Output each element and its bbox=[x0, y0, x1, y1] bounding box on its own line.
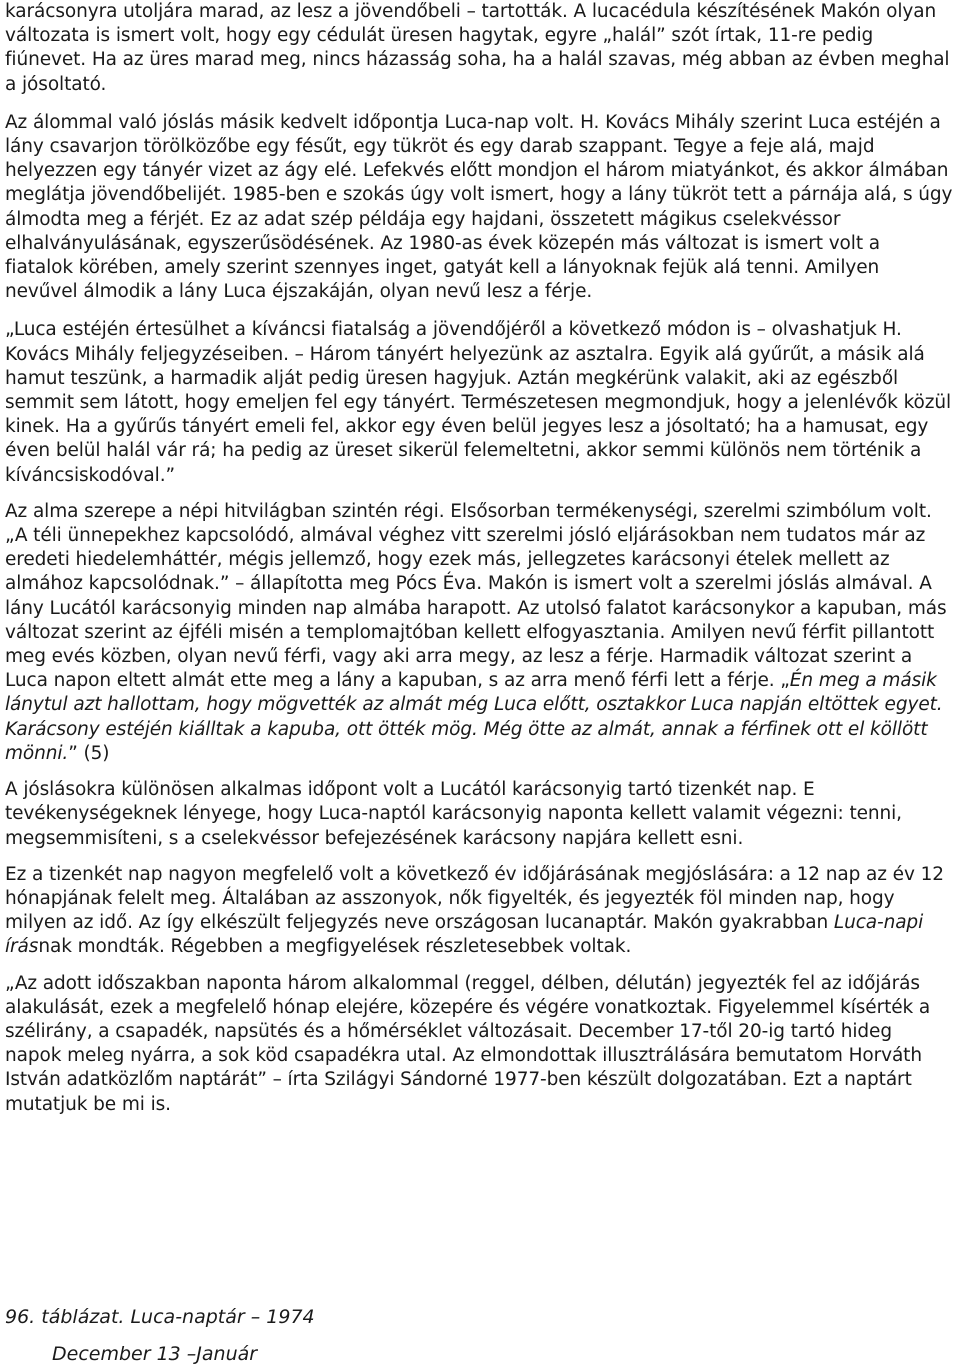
lucanaptar-text: Ez a tizenkét nap nagyon megfelelő volt a következő év időjárásának megjóslására: a 12 nap az év 12 hónapjának felelt meg. Általában az asszonyok, nők figyelték, és jegyezték föl minden nap, hogy milyen az idő. Az így elkészült feljegyzés neve országosan lucanaptár. Makón gyakrabban bbox=[5, 863, 944, 934]
paragraph-idojaras-feljegyzes: „Az adott időszakban naponta három alkalommal (reggel, délben, délután) jegyezték fel az időjárás alakulását, ezek a megfelelő hónap elejére, közepére és végére vonatkoztak. Figyelemmel kísérték a szélirány, a csapadék, napsütés és a hőmérséklet változásait. December 17-től 20-ig tartó hideg napok meleg nyárra, a sok köd csapadékra utal. Az elmondottak illusztrálására bemutatom Horváth István adatközlőm naptárát” – írta Szilágyi Sándorné 1977-ben készült dolgozatában. Ezt a naptárt mutatjuk be mi is. bbox=[5, 972, 931, 1115]
table-subcaption: December 13 –Január bbox=[52, 1343, 258, 1365]
paragraph-lucanaptar bbox=[5, 863, 953, 960]
alma-quote-italic: Én meg a másik lánytul azt hallottam, hogy mögvették az almát még Luca előtt, osztakkor Luca napján eltöttek egyet. Karácsony estéjén kiálltak a kapuba, ott ötték mög. Még ötte az almát, annak a férfinek ott el köllött mönni. bbox=[5, 670, 943, 764]
alma-quote-end: ” (5) bbox=[68, 742, 110, 764]
paragraph-tizenket-nap: A jóslásokra különösen alkalmas időpont volt a Lucától karácsonyig tartó tizenkét nap. E tevékenységeknek lényege, hogy Luca-naptól karácsonyig naponta kellett valamit végezni: tenni, megsemmisíteni, s a cselekvéssor befejezésének karácsony napjára kellett esni. bbox=[5, 779, 902, 849]
paragraph-alom-joslas: Az álommal való jóslás másik kedvelt időpontja Luca-nap volt. H. Kovács Mihály szerint Luca estéjén a lány csavarjon törölközőbe egy fésűt, egy tükröt és egy darab szappant. Tegye a feje alá, majd helyezzen egy tányér vizet az ágy elé. Lefekvés előtt mondjon el három miatyánkot, és akkor álmában meglátja jövendőbelijét. 1985-ben e szokás úgy volt ismert, hogy a lány tükröt tett a párnája alá, s úgy álmodta meg a férjét. Ez az adat szép példája egy hajdani, összetett mágikus cselekvéssor elhalványulásának, egyszerűsödésének. Az 1980-as évek közepén más változat is ismert volt a fiatalok körében, amely szerint szennyes inget, gatyát kell a lányoknak fejük alá tenni. Amilyen nevűvel álmodik a lány Luca éjszakáján, olyan nevű lesz a férje. bbox=[5, 111, 953, 303]
alma-text: Az alma szerepe a népi hitvilágban szintén régi. Elsősorban termékenységi, szerelmi szimbólum volt. „A téli ünnepekhez kapcsolódó, almával véghez vitt szerelmi jósló eljárásokban nem tudatos már az eredeti hiedelemháttér, mégis jellemző, hogy ezek más, jellegzetes karácsonyi ételek mellett az almához kapcsolódnak.” – állapította meg Pócs Éva. Makón is ismert volt a szerelmi jóslás almával. A lány Lucától karácsonyig minden nap almába harapott. Az utolsó falatot karácsonykor a kapuban, más változat szerint az éjféli misén a templomajtóban kellett elfogyasztania. Amilyen nevű férfit pillantott meg evés közben, olyan nevű férfi, vagy aki arra megy, az lesz a férje. Harmadik változat szerint a Luca napon eltett almát ette meg a lány a kapuban, s az arra menő férfi lett a férje. „ bbox=[5, 500, 947, 692]
paragraph-alma-szerepe bbox=[5, 500, 953, 766]
table-caption: 96. táblázat. Luca-naptár – 1974 bbox=[5, 1306, 315, 1328]
lucanaptar-text-end: nak mondták. Régebben a megfigyelések részletesebbek voltak. bbox=[38, 936, 632, 958]
paragraph-tanyer-joslas: „Luca estéjén értesülhet a kíváncsi fiatalság a jövendőjéről a következő módon is – olvashatjuk H. Kovács Mihály feljegyzéseiben. – Három tányért helyezünk az asztalra. Egyik alá gyűrűt, a másik alá hamut teszünk, a harmadik alját pedig üresen hagyjuk. Aztán megkérünk valakit, aki az egészből semmit sem látott, hogy emeljen fel egy tányért. Természetesen megmondjuk, hogy a jelenlévők közül kinek. Ha a gyűrűs tányért emeli fel, akkor egy éven belül jegyes lesz a jósoltató; ha a hamusat, egy éven belül halál vár rá; ha pedig az üreset sikerül felemeltetni, akkor semmi különös nem történik a kíváncsiskodóval.” bbox=[5, 319, 952, 486]
paragraph-lucacedula: karácsonyra utoljára marad, az lesz a jövendőbeli – tartották. A lucacédula készítésének Makón olyan változata is ismert volt, hogy egy cédulát üresen hagytak, egyre „halál” szót írtak, 11-re pedig fiúnevet. Ha az üres marad meg, nincs házasság soha, ha a halál szavas, még abban az évben meghal a jósoltató. bbox=[5, 1, 950, 95]
document-body bbox=[5, 0, 953, 1117]
luca-napi-iras-italic: Luca-napi írás bbox=[5, 912, 924, 958]
